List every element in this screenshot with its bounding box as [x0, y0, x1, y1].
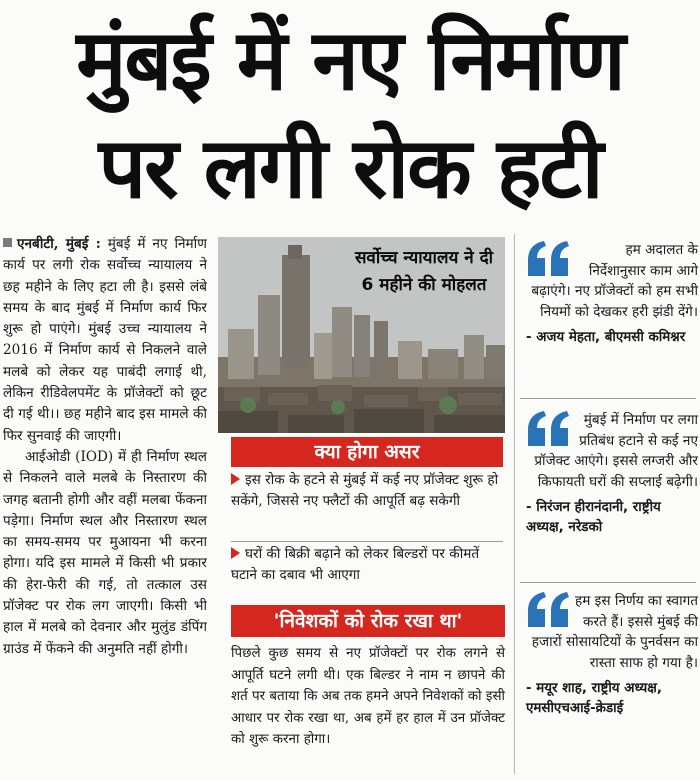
divider: [231, 541, 503, 542]
story-paragraph-1-text: मुंबई में नए निर्माण कार्य पर लगी रोक सर्वोच्च न्यायालय ने छह महीने के लिए हटा ली है। इससे लंबे समय के बाद मुंबई में निर्माण कार्य फिर शुरू हो पाएंगे। मुंबई उच्च न्यायालय ने 2016 में निर्माण कार्य से निकलने वाले मलबे को लेकर यह पाबंदी लगाई थी, लेकिन रीडिवेलपमेंट के प्रॉजेक्टों को छूट दी गई थी।। छह महीने बाद इस मामले की फिर सुनवाई की जाएगी।: [3, 236, 207, 444]
quote-block-1: [526, 240, 698, 348]
dateline: एनबीटी, मुंबई :: [17, 236, 101, 252]
impact-bullet-1: [231, 470, 503, 512]
headline-line-1: मुंबई में नए निर्माण: [76, 11, 624, 109]
investors-heading: 'निवेशकों को रोक रखा था': [231, 605, 505, 637]
impact-bullet-2: [231, 544, 503, 586]
divider: [520, 398, 696, 399]
city-skyline-photo: [218, 237, 505, 433]
quote-block-2: [526, 410, 698, 538]
story-paragraph-1: [3, 234, 207, 447]
main-story: [3, 234, 207, 776]
headline-line-2: पर लगी रोक हटी: [98, 119, 602, 217]
column-divider: [514, 234, 515, 774]
divider: [520, 582, 696, 583]
impact-heading: क्या होगा असर: [231, 437, 503, 467]
quote-1-attribution: - अजय मेहता, बीएमसी कमिश्नर: [526, 330, 686, 345]
quote-block-3: [526, 591, 698, 719]
story-paragraph-2: आईओडी (IOD) में ही निर्माण स्थल से निकलने वाले मलबे के निस्तारण की जगह बतानी होगी और वहीं मलबा फेंकना पड़ेगा। निर्माण स्थल और निस्तारण स्थल का समय-समय पर मुआयना भी करना होगा। यदि इस मामले में किसी भी प्रकार की हेरा-फेरी की गई, तो तत्काल उस प्रॉजेक्ट पर रोक लग जाएगी। किसी भी हाल में मलबे को देवनार और मुलुंड डंपिंग ग्राउंड में फेंकने की अनुमति नहीं होगी।: [3, 448, 207, 657]
headline: [0, 0, 700, 232]
quote-2-attribution: - निरंजन हीरानंदानी, राष्ट्रीय अध्यक्ष, नरेडको: [526, 500, 661, 535]
quote-3-text: हम इस निर्णय का स्वागत करते हैं। इससे मुंबई की हजारों सोसायटियों के पुनर्वसन का रास्ता साफ हो गया है।: [531, 593, 698, 671]
impact-bullet-2-text: घरों की बिक्री बढ़ाने को लेकर बिल्डरों पर कीमतें घटाने का दबाव भी आएगा: [231, 546, 480, 583]
bullet-triangle-icon: [231, 473, 240, 485]
bullet-square-icon: [3, 238, 12, 247]
quote-mark-icon: [526, 410, 572, 448]
photo-caption: सर्वोच्च न्यायालय ने दी 6 महीने की मोहलत: [354, 248, 494, 295]
quote-2-text: मुंबई में निर्माण पर लगा प्रतिबंध हटाने से कई नए प्रॉजेक्ट आएंगे। इससे लग्जरी और किफायती घरों की सप्लाई बढ़ेगी।: [534, 412, 698, 490]
quote-mark-icon: [526, 240, 572, 278]
quote-3-attribution: - मयूर शाह, राष्ट्रीय अध्यक्ष, एमसीएचआई-क्रेडाई: [526, 681, 662, 716]
quote-mark-icon: [526, 591, 572, 629]
investors-paragraph: पिछले कुछ समय से नए प्रॉजेक्टों पर रोक लगने से आपूर्ति घटने लगी थी। एक बिल्डर ने नाम न छापने की शर्त पर बताया कि अब तक हमने अपने निवेशकों को इसी आधार पर रोक रखा था, अब हमें हर हाल में उन प्रॉजेक्ट को शुरू करना होगा।: [231, 646, 505, 747]
quote-1-text: हम अदालत के निर्देशानुसार काम आगे बढ़ाएंगे। नए प्रॉजेक्टों को हम सभी नियमों को देखकर हरी झंडी देंगे।: [531, 242, 698, 320]
impact-bullet-1-text: इस रोक के हटने से मुंबई में कई नए प्रॉजेक्ट शुरू हो सकेंगे, जिससे नए फ्लैटों की आपूर्ति बढ़ सकेगी: [231, 472, 499, 509]
bullet-triangle-icon: [231, 547, 240, 559]
